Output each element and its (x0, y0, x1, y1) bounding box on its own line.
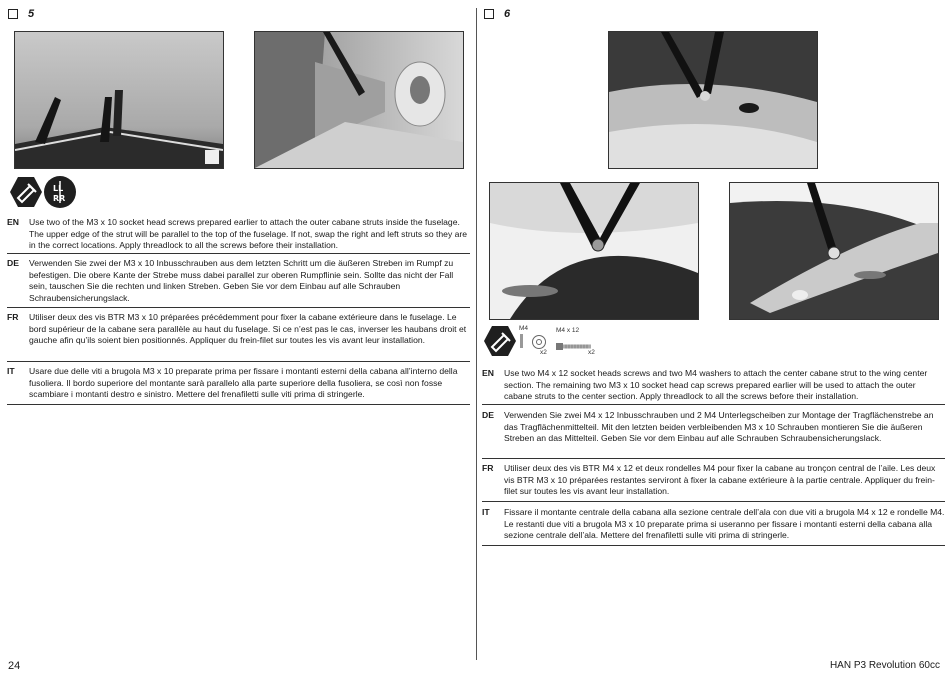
language-code: FR (482, 463, 494, 473)
step-5-photo-fuselage-interior (254, 31, 464, 169)
language-code: IT (7, 366, 15, 376)
svg-text:RR: RR (53, 194, 66, 203)
language-code: EN (482, 368, 494, 378)
svg-text:LL: LL (53, 184, 64, 193)
tool-hex-wrench-icon (484, 325, 516, 357)
step-6-de (482, 410, 945, 445)
language-code: EN (7, 217, 19, 227)
language-code: DE (482, 410, 494, 420)
step-6-column (476, 0, 950, 674)
language-code: DE (7, 258, 19, 268)
screw-quantity: x2 (588, 349, 595, 356)
page-number: 24 (8, 660, 21, 672)
step-number: 5 (28, 8, 35, 20)
step-5-header (8, 8, 34, 20)
washer-icon (532, 335, 546, 349)
step-6-photo-wing-assembly (729, 182, 939, 320)
step-5-fr (7, 312, 470, 347)
step-5-de (7, 258, 470, 304)
step-6-en (482, 368, 945, 403)
instruction-text: Verwenden Sie zwei M4 x 12 Inbusschrauben und 2 M4 Unterlegscheiben zur Montage der Tragflächenstrebe an das Tragflächenmittelteil. Mit den letzten beiden verbleibenden M3 x 10 Schrauben montieren Sie die äußeren Streben an das Mittelteil. Geben Sie vor dem Einbau auf alle Schrauben Schraubensicherungslack. (504, 410, 934, 444)
washer-side-icon (520, 334, 523, 348)
separator (7, 253, 470, 254)
step-checkbox[interactable] (484, 9, 494, 19)
separator (482, 458, 945, 459)
step-6-header (484, 8, 510, 20)
language-code: IT (482, 507, 490, 517)
tool-hex-wrench-icon (10, 176, 42, 208)
instruction-text: Usare due delle viti a brugola M3 x 10 preparate prima per fissare i montanti esterni della cabana all’interno della fusoliera. Il bordo superiore del montante sarà parallelo alla parte superiore della fusoliera, se così non fosse scambiare i montanti destro e sinistro. Mettere del frenafiletti sulle viti prima di stringerle. (29, 366, 458, 400)
separator (482, 404, 945, 405)
step-5-column (0, 0, 474, 674)
separator (7, 307, 470, 308)
washer-label: M4 (519, 325, 529, 332)
separator (7, 404, 470, 405)
step-5-it (7, 366, 470, 401)
manual-title: HAN P3 Revolution 60cc (829, 660, 940, 671)
step-6-photo-center-strut (608, 31, 818, 169)
step-5-photo-struts-in-fuselage (14, 31, 224, 169)
instruction-text: Use two M4 x 12 socket heads screws and two M4 washers to attach the center cabane strut to the wing center section. The remaining two M3 x 10 socket head cap screws prepared earlier will be used to attach the outer cabane struts to the center section. Apply threadlock to all the screws before their installation. (504, 368, 928, 402)
step-number: 6 (504, 8, 511, 20)
separator (7, 361, 470, 362)
separator (482, 545, 945, 546)
instruction-text: Utiliser deux des vis BTR M3 x 10 préparées précédemment pour fixer la cabane extérieure dans le fuselage. Le bord supérieur de la cabane sera parallèle au haut du fuselage. Si ce n’est pas le cas, inverser les haubans droit et gauche afin qu’ils soient bien positionnés. Appliquer du frein-filet sur toutes les vis avant leur installation. (29, 312, 467, 346)
step-checkbox[interactable] (8, 9, 18, 19)
step-6-photo-strut-bracket (489, 182, 699, 320)
instruction-text: Fissare il montante centrale della cabana alla sezione centrale dell’ala con due viti a brugola M4 x 12 e rondelle M4. Le restanti due viti a brugola M3 x 10 preparate prima si useranno per fissare i montanti esterni della cabana alla sezione centrale dell’ala. Mettere del frenafiletti sulle viti prima di stringerle. (504, 507, 945, 541)
instruction-text: Utiliser deux des vis BTR M4 x 12 et deux rondelles M4 pour fixer la cabane au tronçon central de l’aile. Les deux vis BTR M3 x 10 préparées restantes serviront à fixer la cabane extérieure à la partie centrale. Appliquer du frein-filet sur toutes les vis avant leur installation. (504, 463, 936, 497)
washer-quantity: x2 (540, 349, 547, 356)
screw-label: M4 x 12 (556, 327, 580, 334)
threadlock-icon (44, 176, 76, 208)
language-code: FR (7, 312, 19, 322)
socket-screw-icon (556, 337, 592, 344)
instruction-text: Verwenden Sie zwei der M3 x 10 Inbusschrauben aus dem letzten Schritt um die äußeren Streben im Rumpf zu befestigen. Die obere Kante der Strebe muss dabei parallel zur oberen Rumpflinie sein. Sollte das nicht der Fall sein, tauschen Sie die rechten und linken Streben. Geben Sie vor dem Einbau auf alle Schrauben Schraubensicherungslack. (29, 258, 454, 303)
step-5-en (7, 217, 470, 252)
separator (482, 501, 945, 502)
step-6-fr (482, 463, 945, 498)
step-6-it (482, 507, 945, 542)
instruction-text: Use two of the M3 x 10 socket head screws prepared earlier to attach the outer cabane struts inside the fuselage. The upper edge of the strut will be parallel to the top of the fuselage. If not, swap the right and left struts so they are in the correct locations. Apply threadlock to all the screws before their installation. (29, 217, 468, 251)
